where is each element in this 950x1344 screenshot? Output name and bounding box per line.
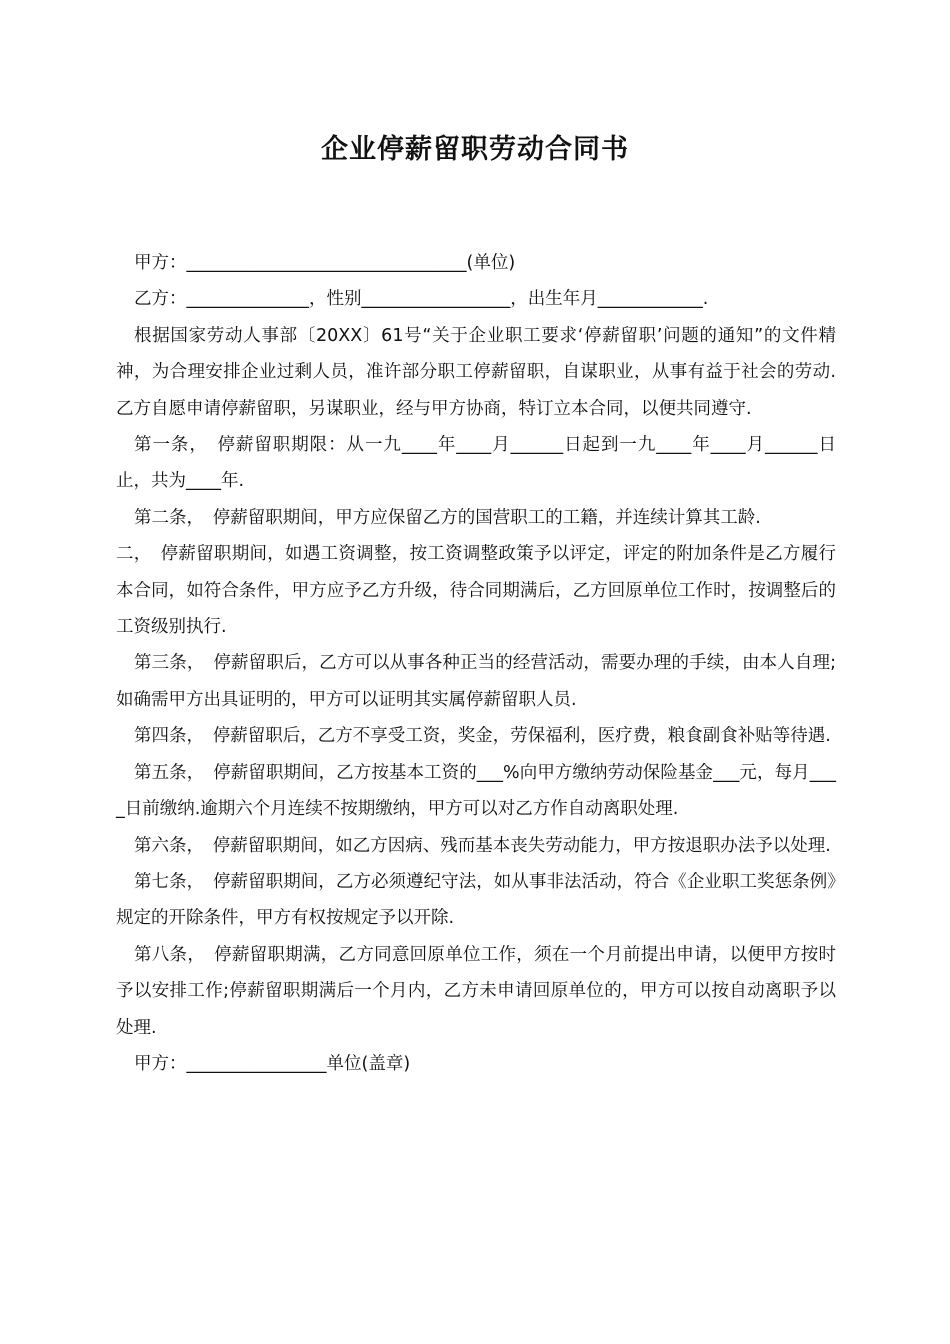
- preamble-paragraph: 根据国家劳动人事部〔20XX〕61号“关于企业职工要求‘停薪留职’问题的通知”的文件精神，为合理安排企业过剩人员，准许部分职工停薪留职，自谋职业，从事有益于社会的劳动.乙方自愿申请停薪留职，另谋职业，经与甲方协商，特订立本合同，以便共同遵守.: [116, 325, 836, 419]
- article-8: 第八条， 停薪留职期满，乙方同意回原单位工作，须在一个月前提出申请，以便甲方按时予以安排工作;停薪留职期满后一个月内，乙方未申请回原单位的，甲方可以按自动离职予以处理.: [116, 944, 836, 1038]
- party-a-line: 甲方：________________________________(单位): [134, 253, 516, 273]
- signature-line-party-a: 甲方：________________单位(盖章): [134, 1053, 411, 1074]
- article-1: 第一条， 停薪留职期限：从一九____年____月______日起到一九____年____月______日止，共为____年.: [116, 435, 836, 492]
- article-7: 第七条， 停薪留职期间，乙方必须遵纪守法，如从事非法活动，符合《企业职工奖惩条例》规定的开除条件，甲方有权按规定予以开除.: [116, 871, 836, 929]
- article-3: 第三条， 停薪留职后，乙方可以从事各种正当的经营活动，需要办理的手续，由本人自理;如确需甲方出具证明的，甲方可以证明其实属停薪留职人员.: [116, 653, 836, 710]
- article-5: 第五条， 停薪留职期间，乙方按基本工资的___%向甲方缴纳劳动保险基金___元，每月____日前缴纳.逾期六个月连续不按期缴纳，甲方可以对乙方作自动离职处理.: [116, 762, 836, 820]
- article-4: 第四条， 停薪留职后，乙方不享受工资，奖金，劳保福利，医疗费，粮食副食补贴等待遇.: [134, 726, 831, 747]
- article-2: 第二条， 停薪留职期间，甲方应保留乙方的国营职工的工籍，并连续计算其工龄.: [134, 507, 761, 528]
- party-b-line: 乙方：______________，性别_________________，出生年月____________.: [134, 289, 709, 310]
- article-6: 第六条， 停薪留职期间，如乙方因病、残而基本丧失劳动能力，甲方按退职办法予以处理.: [134, 835, 831, 856]
- article-2-clause-2: 二， 停薪留职期间，如遇工资调整，按工资调整政策予以评定，评定的附加条件是乙方履行本合同，如符合条件，甲方应予乙方升级，待合同期满后，乙方回原单位工作时，按调整后的工资级别执行.: [116, 544, 836, 638]
- document-title: 企业停薪留职劳动合同书: [321, 134, 629, 165]
- document-body: [116, 245, 836, 1082]
